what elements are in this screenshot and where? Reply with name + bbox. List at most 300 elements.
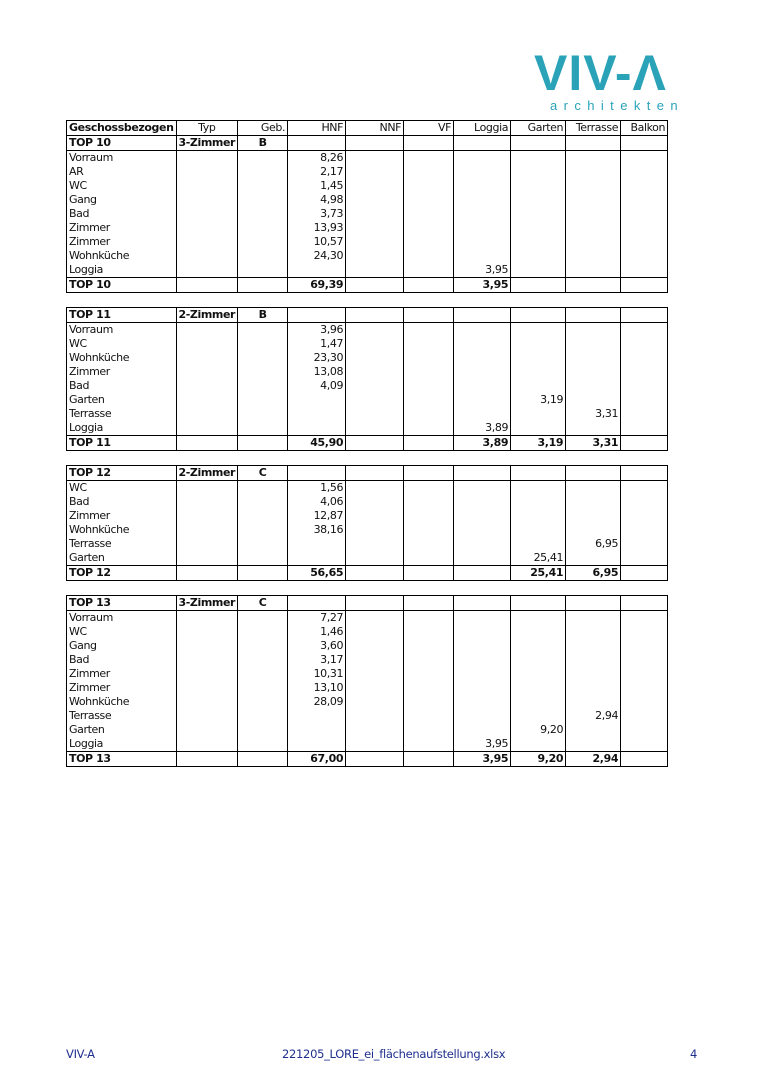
- room-name: AR: [67, 165, 177, 179]
- empty-cell: [404, 323, 454, 338]
- empty-cell: [404, 193, 454, 207]
- spacer-cell: [404, 581, 454, 596]
- room-row: [67, 407, 668, 421]
- area-hnf-value: 3,96: [288, 323, 346, 338]
- empty-cell: [511, 695, 566, 709]
- empty-cell: [511, 221, 566, 235]
- empty-cell: [404, 611, 454, 626]
- empty-cell: [454, 709, 511, 723]
- area-loggia-value: 3,95: [454, 263, 511, 278]
- room-name: Wohnküche: [67, 351, 177, 365]
- empty-cell: [454, 351, 511, 365]
- empty-cell: [404, 165, 454, 179]
- area-table-body: [67, 121, 668, 767]
- empty-cell: [176, 193, 238, 207]
- room-row: [67, 235, 668, 249]
- spacer-cell: [288, 451, 346, 466]
- empty-cell: [511, 207, 566, 221]
- room-name: Zimmer: [67, 681, 177, 695]
- empty-cell: [511, 537, 566, 551]
- total-label: TOP 13: [67, 752, 177, 767]
- empty-cell: [566, 523, 621, 537]
- empty-cell: [176, 481, 238, 496]
- room-row: [67, 639, 668, 653]
- empty-cell: [238, 625, 288, 639]
- empty-cell: [566, 681, 621, 695]
- empty-cell: [454, 625, 511, 639]
- empty-cell: [288, 263, 346, 278]
- empty-cell: [621, 723, 668, 737]
- empty-cell: [621, 596, 668, 611]
- empty-cell: [511, 165, 566, 179]
- empty-cell: [288, 551, 346, 566]
- empty-cell: [454, 695, 511, 709]
- empty-cell: [621, 193, 668, 207]
- room-row: [67, 681, 668, 695]
- area-hnf-value: 4,06: [288, 495, 346, 509]
- empty-cell: [176, 179, 238, 193]
- empty-cell: [621, 695, 668, 709]
- room-row: [67, 653, 668, 667]
- empty-cell: [621, 365, 668, 379]
- area-hnf-value: 1,56: [288, 481, 346, 496]
- empty-cell: [346, 709, 404, 723]
- spacer-cell: [238, 293, 288, 308]
- spacer-cell: [176, 581, 238, 596]
- empty-cell: [238, 681, 288, 695]
- empty-cell: [511, 193, 566, 207]
- empty-cell: [511, 481, 566, 496]
- empty-cell: [176, 695, 238, 709]
- column-header: HNF: [288, 121, 346, 136]
- empty-cell: [176, 337, 238, 351]
- empty-cell: [176, 653, 238, 667]
- area-hnf-value: 23,30: [288, 351, 346, 365]
- empty-cell: [621, 566, 668, 581]
- column-header: Geschossbezogen: [67, 121, 177, 136]
- empty-cell: [511, 421, 566, 436]
- empty-cell: [454, 407, 511, 421]
- empty-cell: [176, 667, 238, 681]
- room-name: WC: [67, 179, 177, 193]
- unit-building: C: [238, 466, 288, 481]
- empty-cell: [454, 639, 511, 653]
- empty-cell: [346, 193, 404, 207]
- empty-cell: [566, 235, 621, 249]
- empty-cell: [346, 249, 404, 263]
- empty-cell: [454, 566, 511, 581]
- empty-cell: [238, 323, 288, 338]
- empty-cell: [346, 365, 404, 379]
- empty-cell: [404, 278, 454, 293]
- empty-cell: [176, 263, 238, 278]
- room-row: [67, 151, 668, 166]
- empty-cell: [621, 308, 668, 323]
- empty-cell: [566, 466, 621, 481]
- empty-cell: [346, 551, 404, 566]
- area-hnf-value: 1,45: [288, 179, 346, 193]
- empty-cell: [288, 407, 346, 421]
- empty-cell: [238, 165, 288, 179]
- empty-cell: [176, 249, 238, 263]
- empty-cell: [176, 165, 238, 179]
- empty-cell: [346, 752, 404, 767]
- empty-cell: [511, 263, 566, 278]
- empty-cell: [454, 523, 511, 537]
- empty-cell: [346, 681, 404, 695]
- spacer-row: [67, 293, 668, 308]
- empty-cell: [621, 393, 668, 407]
- total-terrasse-value: 2,94: [566, 752, 621, 767]
- spacer-cell: [621, 451, 668, 466]
- spacer-row: [67, 581, 668, 596]
- footer-company: VIV-A: [66, 1047, 95, 1061]
- total-loggia-value: 3,95: [454, 752, 511, 767]
- area-hnf-value: 4,98: [288, 193, 346, 207]
- empty-cell: [566, 207, 621, 221]
- empty-cell: [566, 421, 621, 436]
- unit-header-row: [67, 596, 668, 611]
- room-name: Zimmer: [67, 235, 177, 249]
- room-name: Terrasse: [67, 709, 177, 723]
- empty-cell: [511, 596, 566, 611]
- empty-cell: [621, 681, 668, 695]
- spacer-cell: [511, 451, 566, 466]
- unit-type: 3-Zimmer: [176, 596, 238, 611]
- unit-type: 3-Zimmer: [176, 136, 238, 151]
- empty-cell: [346, 235, 404, 249]
- empty-cell: [346, 639, 404, 653]
- total-garten-value: 9,20: [511, 752, 566, 767]
- empty-cell: [511, 278, 566, 293]
- room-name: Bad: [67, 379, 177, 393]
- empty-cell: [176, 278, 238, 293]
- column-header: NNF: [346, 121, 404, 136]
- empty-cell: [404, 596, 454, 611]
- empty-cell: [566, 695, 621, 709]
- empty-cell: [621, 136, 668, 151]
- empty-cell: [621, 436, 668, 451]
- column-header: Garten: [511, 121, 566, 136]
- empty-cell: [176, 551, 238, 566]
- column-header: Typ: [176, 121, 238, 136]
- empty-cell: [454, 653, 511, 667]
- room-row: [67, 695, 668, 709]
- room-row: [67, 667, 668, 681]
- empty-cell: [346, 436, 404, 451]
- unit-total-row: [67, 566, 668, 581]
- room-name: Wohnküche: [67, 695, 177, 709]
- empty-cell: [566, 351, 621, 365]
- room-row: [67, 523, 668, 537]
- empty-cell: [176, 379, 238, 393]
- room-row: [67, 611, 668, 626]
- unit-total-row: [67, 752, 668, 767]
- empty-cell: [621, 667, 668, 681]
- empty-cell: [621, 151, 668, 166]
- room-name: Garten: [67, 551, 177, 566]
- empty-cell: [454, 681, 511, 695]
- empty-cell: [566, 639, 621, 653]
- room-name: Loggia: [67, 737, 177, 752]
- area-hnf-value: 28,09: [288, 695, 346, 709]
- empty-cell: [176, 323, 238, 338]
- empty-cell: [404, 421, 454, 436]
- empty-cell: [404, 723, 454, 737]
- empty-cell: [511, 639, 566, 653]
- empty-cell: [346, 723, 404, 737]
- empty-cell: [288, 393, 346, 407]
- empty-cell: [511, 709, 566, 723]
- logo-subtitle: architekten: [550, 98, 684, 113]
- empty-cell: [346, 179, 404, 193]
- empty-cell: [511, 737, 566, 752]
- empty-cell: [566, 723, 621, 737]
- empty-cell: [566, 667, 621, 681]
- spacer-cell: [566, 293, 621, 308]
- empty-cell: [566, 337, 621, 351]
- total-label: TOP 12: [67, 566, 177, 581]
- empty-cell: [238, 278, 288, 293]
- room-row: [67, 193, 668, 207]
- empty-cell: [621, 379, 668, 393]
- empty-cell: [621, 752, 668, 767]
- spacer-cell: [67, 451, 177, 466]
- unit-header-row: [67, 466, 668, 481]
- empty-cell: [404, 509, 454, 523]
- empty-cell: [404, 653, 454, 667]
- empty-cell: [454, 495, 511, 509]
- room-row: [67, 249, 668, 263]
- empty-cell: [404, 625, 454, 639]
- empty-cell: [404, 667, 454, 681]
- empty-cell: [346, 221, 404, 235]
- empty-cell: [511, 667, 566, 681]
- empty-cell: [288, 421, 346, 436]
- empty-cell: [238, 379, 288, 393]
- room-row: [67, 207, 668, 221]
- room-row: [67, 537, 668, 551]
- empty-cell: [346, 278, 404, 293]
- area-hnf-value: 24,30: [288, 249, 346, 263]
- empty-cell: [238, 566, 288, 581]
- empty-cell: [176, 523, 238, 537]
- empty-cell: [176, 421, 238, 436]
- empty-cell: [511, 351, 566, 365]
- empty-cell: [238, 365, 288, 379]
- room-row: [67, 625, 668, 639]
- unit-total-row: [67, 436, 668, 451]
- empty-cell: [511, 625, 566, 639]
- empty-cell: [454, 323, 511, 338]
- logo-wordmark: VIV-Λ: [534, 45, 667, 101]
- room-row: [67, 481, 668, 496]
- empty-cell: [346, 421, 404, 436]
- room-name: Loggia: [67, 421, 177, 436]
- spacer-cell: [288, 581, 346, 596]
- empty-cell: [404, 551, 454, 566]
- empty-cell: [566, 323, 621, 338]
- empty-cell: [346, 308, 404, 323]
- spacer-cell: [454, 581, 511, 596]
- empty-cell: [346, 653, 404, 667]
- empty-cell: [404, 393, 454, 407]
- spacer-cell: [346, 581, 404, 596]
- empty-cell: [404, 737, 454, 752]
- room-row: [67, 351, 668, 365]
- area-hnf-value: 13,93: [288, 221, 346, 235]
- empty-cell: [404, 207, 454, 221]
- area-hnf-value: 8,26: [288, 151, 346, 166]
- empty-cell: [404, 566, 454, 581]
- empty-cell: [566, 165, 621, 179]
- spacer-row: [67, 451, 668, 466]
- empty-cell: [346, 523, 404, 537]
- empty-cell: [621, 207, 668, 221]
- empty-cell: [621, 481, 668, 496]
- room-name: Bad: [67, 207, 177, 221]
- empty-cell: [621, 495, 668, 509]
- area-hnf-value: 13,10: [288, 681, 346, 695]
- empty-cell: [566, 249, 621, 263]
- empty-cell: [621, 179, 668, 193]
- empty-cell: [454, 165, 511, 179]
- empty-cell: [454, 596, 511, 611]
- spacer-cell: [566, 581, 621, 596]
- spacer-cell: [346, 451, 404, 466]
- unit-building: B: [238, 136, 288, 151]
- area-hnf-value: 12,87: [288, 509, 346, 523]
- empty-cell: [511, 495, 566, 509]
- empty-cell: [288, 466, 346, 481]
- empty-cell: [511, 179, 566, 193]
- spacer-cell: [346, 293, 404, 308]
- empty-cell: [238, 249, 288, 263]
- empty-cell: [566, 653, 621, 667]
- empty-cell: [176, 566, 238, 581]
- room-row: [67, 323, 668, 338]
- empty-cell: [566, 193, 621, 207]
- empty-cell: [404, 249, 454, 263]
- empty-cell: [346, 695, 404, 709]
- empty-cell: [238, 221, 288, 235]
- empty-cell: [176, 365, 238, 379]
- room-row: [67, 379, 668, 393]
- room-name: Terrasse: [67, 537, 177, 551]
- room-name: Zimmer: [67, 667, 177, 681]
- empty-cell: [176, 235, 238, 249]
- empty-cell: [404, 365, 454, 379]
- total-hnf-value: 67,00: [288, 752, 346, 767]
- empty-cell: [346, 407, 404, 421]
- empty-cell: [346, 737, 404, 752]
- area-hnf-value: 1,46: [288, 625, 346, 639]
- empty-cell: [238, 737, 288, 752]
- empty-cell: [404, 151, 454, 166]
- empty-cell: [621, 737, 668, 752]
- spacer-cell: [511, 581, 566, 596]
- empty-cell: [176, 151, 238, 166]
- empty-cell: [238, 509, 288, 523]
- empty-cell: [346, 351, 404, 365]
- empty-cell: [176, 351, 238, 365]
- footer-filename: 221205_LORE_ei_flächenaufstellung.xlsx: [282, 1047, 506, 1061]
- empty-cell: [566, 221, 621, 235]
- room-row: [67, 179, 668, 193]
- empty-cell: [346, 393, 404, 407]
- empty-cell: [454, 151, 511, 166]
- empty-cell: [404, 639, 454, 653]
- empty-cell: [566, 611, 621, 626]
- empty-cell: [454, 207, 511, 221]
- empty-cell: [621, 351, 668, 365]
- room-row: [67, 263, 668, 278]
- unit-name: TOP 11: [67, 308, 177, 323]
- total-hnf-value: 45,90: [288, 436, 346, 451]
- empty-cell: [404, 379, 454, 393]
- company-logo: [534, 45, 702, 114]
- area-hnf-value: 10,57: [288, 235, 346, 249]
- empty-cell: [176, 436, 238, 451]
- room-row: [67, 737, 668, 752]
- empty-cell: [176, 625, 238, 639]
- spacer-cell: [67, 293, 177, 308]
- empty-cell: [238, 639, 288, 653]
- empty-cell: [404, 537, 454, 551]
- empty-cell: [454, 551, 511, 566]
- empty-cell: [454, 308, 511, 323]
- empty-cell: [238, 723, 288, 737]
- empty-cell: [346, 151, 404, 166]
- spacer-cell: [238, 451, 288, 466]
- empty-cell: [511, 681, 566, 695]
- column-header: Loggia: [454, 121, 511, 136]
- empty-cell: [511, 323, 566, 338]
- room-name: Bad: [67, 495, 177, 509]
- empty-cell: [621, 337, 668, 351]
- empty-cell: [238, 421, 288, 436]
- total-label: TOP 10: [67, 278, 177, 293]
- empty-cell: [454, 221, 511, 235]
- spacer-cell: [176, 293, 238, 308]
- empty-cell: [404, 337, 454, 351]
- empty-cell: [176, 752, 238, 767]
- empty-cell: [176, 537, 238, 551]
- room-row: [67, 551, 668, 566]
- empty-cell: [621, 625, 668, 639]
- unit-building: B: [238, 308, 288, 323]
- empty-cell: [288, 709, 346, 723]
- area-hnf-value: 3,17: [288, 653, 346, 667]
- empty-cell: [346, 509, 404, 523]
- empty-cell: [238, 611, 288, 626]
- empty-cell: [176, 639, 238, 653]
- room-name: Terrasse: [67, 407, 177, 421]
- room-name: Wohnküche: [67, 523, 177, 537]
- empty-cell: [511, 337, 566, 351]
- empty-cell: [238, 709, 288, 723]
- unit-name: TOP 13: [67, 596, 177, 611]
- empty-cell: [238, 337, 288, 351]
- empty-cell: [346, 466, 404, 481]
- empty-cell: [511, 235, 566, 249]
- spacer-cell: [67, 581, 177, 596]
- room-name: Zimmer: [67, 509, 177, 523]
- spacer-cell: [404, 293, 454, 308]
- empty-cell: [621, 263, 668, 278]
- empty-cell: [454, 365, 511, 379]
- empty-cell: [288, 596, 346, 611]
